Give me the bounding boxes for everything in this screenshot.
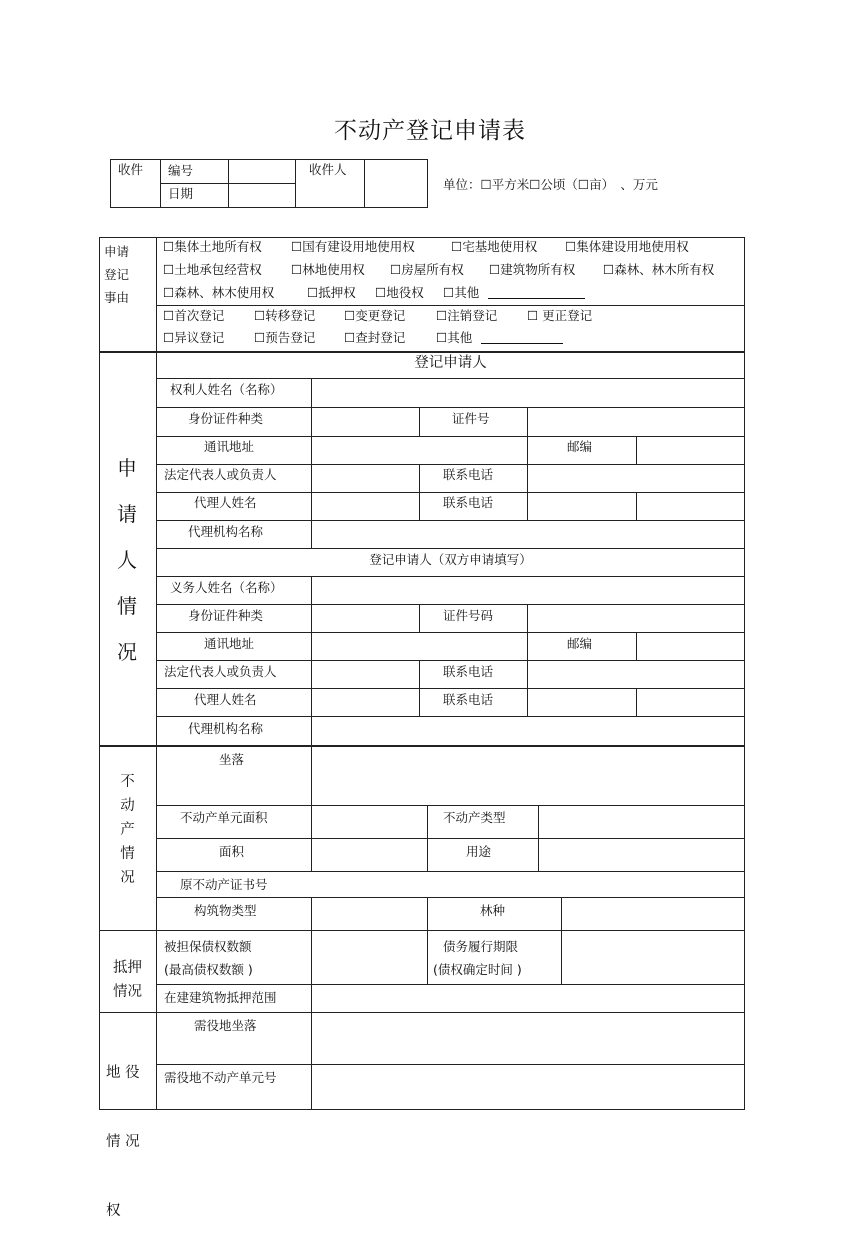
agent-name-label-2: 代理人姓名 [194, 692, 257, 707]
opt-mortgage-right[interactable]: ☐抵押权 [307, 285, 356, 300]
legal-rep-label-2: 法定代表人或负责人 [164, 664, 277, 679]
servient-unit-no-label: 需役地不动产单元号 [164, 1070, 277, 1085]
phone-label: 联系电话 [443, 467, 494, 482]
applicant-header: 登记申请人 [414, 355, 487, 371]
servient-unit-no-field[interactable] [313, 1066, 743, 1108]
form-title: 不动产登记申请表 [334, 118, 526, 144]
agent-phone-field[interactable] [529, 494, 635, 519]
mortgage-side-label: 抵押 情况 [113, 960, 142, 1000]
legal-rep-label: 法定代表人或负责人 [164, 467, 277, 482]
id-type-label-2: 身份证件种类 [188, 608, 264, 623]
property-side-label: 不 动 产 情 况 [120, 774, 135, 886]
phone-label-2: 联系电话 [443, 664, 494, 679]
forest-type-label: 林种 [480, 903, 506, 918]
postcode-field[interactable] [638, 438, 743, 463]
opt-house-ownership[interactable]: ☐房屋所有权 [390, 262, 464, 277]
phone-field-2[interactable] [529, 662, 743, 687]
property-type-field[interactable] [540, 807, 743, 837]
easement-side-label: 地 役 情 况 权 [106, 1065, 140, 1219]
debt-term-label: 债务履行期限 (债权确定时间 ) [433, 939, 522, 977]
area-field[interactable] [313, 840, 426, 870]
agent-org-field[interactable] [313, 522, 743, 547]
opt-forest-land-use[interactable]: ☐林地使用权 [291, 262, 365, 277]
number-label: 编号 [168, 163, 194, 178]
date-field[interactable] [230, 184, 294, 206]
opt-objection-registration[interactable]: ☐异议登记 [163, 330, 225, 345]
opt-first-registration[interactable]: ☐首次登记 [163, 308, 225, 323]
opt-cancel-registration[interactable]: ☐注销登记 [436, 308, 498, 323]
agent-org-field-2[interactable] [313, 718, 743, 744]
orig-cert-field[interactable] [313, 873, 743, 896]
postcode-label: 邮编 [567, 439, 593, 454]
opt-other-registration[interactable]: ☐其他 [436, 330, 473, 345]
id-type-field-2[interactable] [313, 606, 418, 631]
date-label: 日期 [168, 186, 194, 201]
address-field[interactable] [313, 438, 526, 463]
opt-homestead-use[interactable]: ☐宅基地使用权 [451, 239, 538, 254]
unit-area-label: 不动产单元面积 [180, 810, 268, 825]
obligor-name-field[interactable] [313, 578, 743, 603]
opt-transfer-registration[interactable]: ☐转移登记 [254, 308, 316, 323]
secured-amount-field[interactable] [313, 932, 426, 983]
opt-building-ownership[interactable]: ☐建筑物所有权 [489, 262, 576, 277]
opt-advance-notice-registration[interactable]: ☐预告登记 [254, 330, 316, 345]
forest-type-field[interactable] [563, 899, 743, 929]
structure-type-field[interactable] [313, 899, 426, 929]
legal-rep-field[interactable] [313, 466, 418, 491]
property-type-label: 不动产类型 [443, 810, 506, 825]
id-number-field-2[interactable] [529, 606, 743, 631]
opt-correction-registration[interactable]: ☐ 更正登记 [527, 308, 593, 323]
orig-cert-label: 原不动产证书号 [180, 877, 268, 892]
obligor-name-label: 义务人姓名（名称） [170, 580, 283, 595]
phone-field[interactable] [529, 466, 743, 491]
id-number-field[interactable] [529, 409, 743, 435]
structure-type-label: 构筑物类型 [194, 903, 257, 918]
unit-area-field[interactable] [313, 807, 426, 837]
other-right-field[interactable] [488, 284, 585, 299]
agent-phone-label-2: 联系电话 [443, 692, 494, 707]
location-label: 坐落 [219, 752, 245, 767]
receiver-field[interactable] [366, 160, 426, 206]
agent-name-label: 代理人姓名 [194, 495, 257, 510]
postcode-field-2[interactable] [638, 634, 743, 659]
address-label-2: 通讯地址 [204, 636, 255, 651]
secured-amount-label: 被担保债权数额 (最高债权数额 ) [164, 939, 253, 977]
applicant-header-2: 登记申请人（双方申请填写） [369, 552, 532, 567]
receipt-label: 收件 [118, 162, 144, 177]
agent-org-label-2: 代理机构名称 [188, 721, 264, 736]
opt-forest-tree-ownership[interactable]: ☐森林、林木所有权 [603, 262, 715, 277]
id-type-label: 身份证件种类 [188, 411, 264, 426]
number-field[interactable] [230, 160, 294, 182]
opt-other-right[interactable]: ☐其他 [443, 285, 480, 300]
agent-phone-field-2[interactable] [529, 690, 635, 715]
agent-name-field[interactable] [313, 494, 418, 519]
location-field[interactable] [313, 749, 743, 804]
legal-rep-field-2[interactable] [313, 662, 418, 687]
use-label: 用途 [466, 844, 492, 859]
rights-holder-name-field[interactable] [313, 380, 743, 406]
address-field-2[interactable] [313, 634, 526, 659]
unit-options[interactable]: 单位：☐平方米☐公顷（☐亩） 、万元 [443, 177, 658, 192]
receiver-label: 收件人 [309, 162, 347, 177]
id-number-label-2: 证件号码 [443, 608, 494, 623]
opt-easement-right[interactable]: ☐地役权 [375, 285, 424, 300]
servient-location-field[interactable] [313, 1014, 743, 1063]
id-type-field[interactable] [313, 409, 418, 435]
agent-org-label: 代理机构名称 [188, 524, 264, 539]
agent-name-field-2[interactable] [313, 690, 418, 715]
address-label: 通讯地址 [204, 439, 255, 454]
id-number-label: 证件号 [452, 411, 490, 426]
opt-collective-land-ownership[interactable]: ☐集体土地所有权 [163, 239, 262, 254]
use-field[interactable] [540, 840, 743, 870]
debt-term-field[interactable] [563, 932, 743, 983]
construction-scope-field[interactable] [313, 986, 743, 1011]
area-label: 面积 [219, 844, 245, 859]
reason-label: 申请 登记 事由 [104, 244, 130, 305]
agent-phone-label: 联系电话 [443, 495, 494, 510]
opt-state-construction-land-use[interactable]: ☐国有建设用地使用权 [291, 239, 415, 254]
postcode-label-2: 邮编 [567, 636, 593, 651]
opt-forest-tree-use[interactable]: ☐森林、林木使用权 [163, 285, 275, 300]
opt-change-registration[interactable]: ☐变更登记 [344, 308, 406, 323]
opt-seizure-registration[interactable]: ☐查封登记 [344, 330, 406, 345]
servient-location-label: 需役地坐落 [194, 1018, 257, 1033]
opt-collective-construction-land-use[interactable]: ☐集体建设用地使用权 [565, 239, 689, 254]
rights-holder-name-label: 权利人姓名（名称） [170, 382, 283, 397]
opt-land-contract-management[interactable]: ☐土地承包经营权 [163, 262, 262, 277]
other-registration-field[interactable] [481, 329, 563, 344]
construction-scope-label: 在建建筑物抵押范围 [164, 990, 277, 1005]
